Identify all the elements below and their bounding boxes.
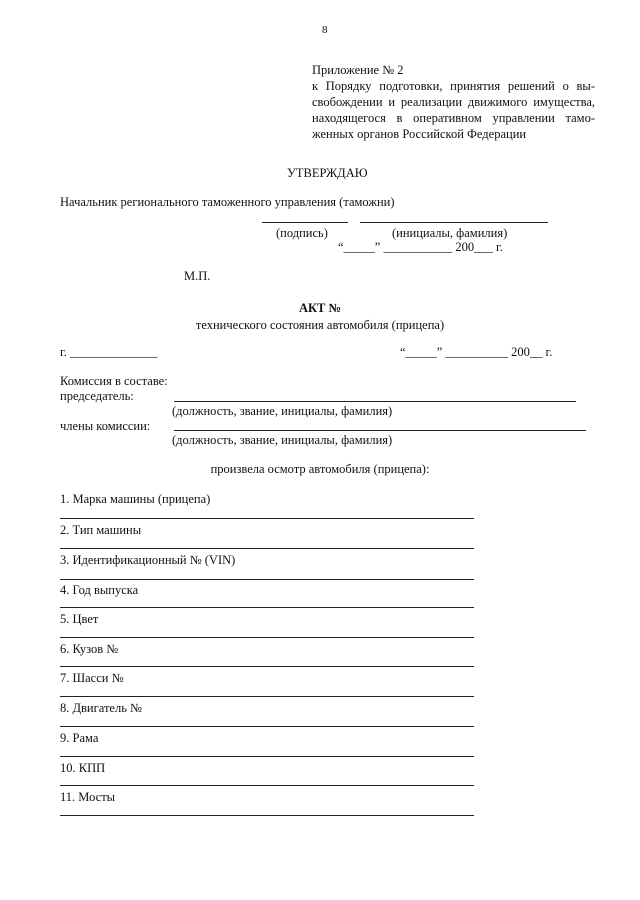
members-caption: (должность, звание, инициалы, фамилия) <box>172 433 393 447</box>
list-item: 7. Шасси № <box>60 671 124 685</box>
approval-heading: УТВЕРЖДАЮ <box>287 166 368 180</box>
list-item: 3. Идентификационный № (VIN) <box>60 553 236 567</box>
members-label: члены комиссии: <box>60 419 151 433</box>
list-item: 9. Рама <box>60 731 99 745</box>
fill-line <box>60 607 474 608</box>
name-caption: (инициалы, фамилия) <box>392 226 508 240</box>
annex-line: женных органов Российской Федерации <box>312 127 527 141</box>
seal-label: М.П. <box>184 269 211 283</box>
chair-caption: (должность, звание, инициалы, фамилия) <box>172 404 393 418</box>
act-city: г. ______________ <box>60 345 158 359</box>
list-item: 10. КПП <box>60 761 106 775</box>
fill-line <box>60 548 474 549</box>
inspection-intro: произвела осмотр автомобиля (прицепа): <box>210 462 430 476</box>
list-item: 6. Кузов № <box>60 642 119 656</box>
list-item: 4. Год выпуска <box>60 583 139 597</box>
fill-line <box>60 518 474 519</box>
chair-line <box>174 401 576 402</box>
fill-line <box>60 756 474 757</box>
approval-date-line: “_____” ___________ 200___ г. <box>338 240 503 254</box>
list-item: 11. Мосты <box>60 790 116 804</box>
annex-line: к Порядку подготовки, принятия решений о вы- <box>312 79 595 93</box>
fill-line <box>60 579 474 580</box>
list-item: 8. Двигатель № <box>60 701 142 715</box>
chair-label: председатель: <box>60 389 134 403</box>
fill-line <box>60 666 474 667</box>
list-item: 2. Тип машины <box>60 523 142 537</box>
annex-line: находящегося в оперативном управлении тамо- <box>312 111 595 125</box>
list-item: 1. Марка машины (прицепа) <box>60 492 211 506</box>
name-line <box>360 222 548 223</box>
annex-title: Приложение № 2 <box>312 63 404 77</box>
fill-line <box>60 726 474 727</box>
signature-caption: (подпись) <box>276 226 328 240</box>
annex-block <box>312 62 595 142</box>
approval-position: Начальник регионального таможенного управления (таможни) <box>60 195 395 209</box>
commission-intro: Комиссия в составе: <box>60 374 168 388</box>
members-line <box>174 430 586 431</box>
annex-line: свобождении и реализации движимого имущества, <box>312 95 595 109</box>
signature-line <box>262 222 348 223</box>
fill-line <box>60 637 474 638</box>
act-subtitle: технического состояния автомобиля (прицепа) <box>195 318 445 332</box>
act-title: АКТ № <box>298 301 342 315</box>
fill-line <box>60 815 474 816</box>
act-date-line: “_____” __________ 200__ г. <box>400 345 553 359</box>
list-item: 5. Цвет <box>60 612 99 626</box>
fill-line <box>60 785 474 786</box>
page-number: 8 <box>322 24 328 36</box>
fill-line <box>60 696 474 697</box>
